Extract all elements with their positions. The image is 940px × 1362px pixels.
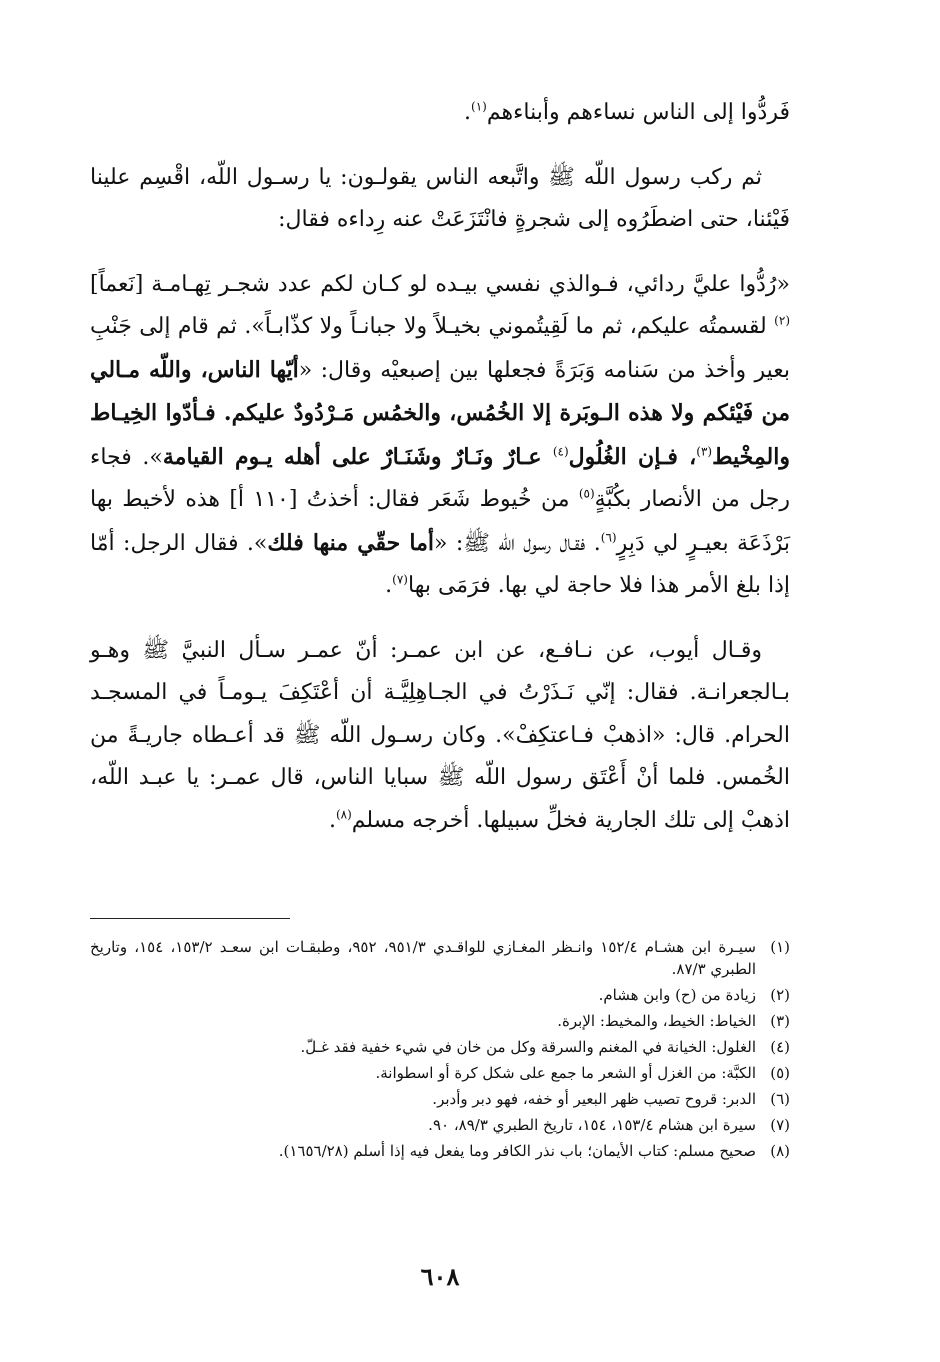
footnote-4 bbox=[90, 1036, 790, 1058]
footnote-text: سيرة ابن هشام ١٥٣/٤، ١٥٤، تاريخ الطبري ٨٩/٣، ٩٠. bbox=[428, 1116, 756, 1134]
paragraph-3-bold-3: عـارٌ ونَـارٌ وشَنَـارٌ على أهله يـوم القيامة bbox=[162, 443, 553, 470]
paragraph-3-text-5: . فقـال رسول اللّه ﷺ: « bbox=[434, 530, 601, 556]
paragraph-1: فَردُّوا إلى الناس نساءهم وأبناءهم$^{(١)}$. bbox=[464, 99, 790, 125]
paragraph-3-text-4: من خُيوط شَعَر فقال: أخذتُ [١١٠ أ] هذه لأخيط بها بَرْذَعَة بعيـرٍ لي دَبِرٍ bbox=[90, 487, 791, 556]
footnote-7 bbox=[90, 1114, 790, 1136]
footnote-text: زيادة من (ح) وابن هشام. bbox=[598, 986, 756, 1004]
footnote-marker-4: (٤) bbox=[552, 444, 569, 459]
paragraph-3-text-2: لقسمتُه عليكم، ثم ما لَقِيتُموني بخيـلاً ولا جبانـاً ولا كذّابـاً». ثم قام إلى جَنْبِ بعير وأخذ من سَنامه وَبَرَةً فجعلها بين إصبعيْه وقال: « bbox=[90, 314, 790, 383]
paragraph-3-text-6: ». فقال الرجل: أمّا إذا بلغ الأمر هذا فلا حاجة لي بها. فرَمَى بها bbox=[90, 530, 790, 598]
footnote-number: (٨) bbox=[770, 1142, 790, 1160]
footnote-marker-5: (٥) bbox=[578, 486, 595, 501]
paragraph-4-text: وقـال أيوب، عن نـافـع، عن ابن عمـر: أنّ عمـر سـأل النبيَّ ﷺ وهـو بـالجعرانـة. فقال: إنّي نَـذَرْتُ في الجـاهِلِيَّـة أن أعْتَكِفَ يـومـاً في المسجـد الحرام. قال: «اذهبْ فـاعتكِفْ». وكان رسـول اللّه ﷺ قد أعـطاه جاريـةً من الخُمس. فلما أنْ أَعْتَق رسول اللّه ﷺ سبايا الناس، قال عمـر: يا عبـد اللّه، اذهبْ إلى تلك الجارية فخلِّ سبيلها. أخرجه مسلم bbox=[90, 637, 790, 833]
footnote-text: الدبر: قروح تصيب ظهر البعير أو خفه، فهو دبر وأدبر. bbox=[432, 1090, 756, 1108]
footnote-text: الخياط: الخيط، والمخيط: الإبرة. bbox=[557, 1012, 756, 1030]
footnote-number: (٦) bbox=[770, 1090, 790, 1108]
footnote-number: (٣) bbox=[770, 1012, 790, 1030]
paragraph-3-bold-2: ، فـإن الغُلُول bbox=[568, 443, 697, 470]
footnote-number: (٥) bbox=[770, 1064, 790, 1082]
footnote-text: الكبَّة: من الغزل أو الشعر ما جمع على شكل كرة أو اسطوانة. bbox=[375, 1064, 756, 1082]
footnote-6 bbox=[90, 1088, 790, 1110]
footnote-3 bbox=[90, 1010, 790, 1032]
paragraph-2-text: ثم ركب رسول اللّه ﷺ واتَّبعه الناس يقولـون: يا رسـول اللّه، اقْسِم علينا فَيْئنا، حتى اضطَرُوه إلى شجرةٍ فانْتَزَعَتْ عنه رِداءه فقال: bbox=[90, 164, 790, 232]
footnote-number: (٧) bbox=[770, 1116, 790, 1134]
footnote-8 bbox=[90, 1140, 790, 1162]
main-text bbox=[90, 92, 790, 842]
paragraph-3-bold-4: أما حقّي منها فلك bbox=[267, 529, 435, 556]
footnote-marker-2: (٢) bbox=[774, 313, 790, 328]
footnote-marker-8: (٨) bbox=[335, 807, 352, 822]
footnote-2 bbox=[90, 984, 790, 1006]
paragraph-3-bold-1: أيّها الناس، واللّه مـالي من فَيْئكم ولا هذه الـوبَرة إلا الخُمُس، والخمُس مَـرْدُودٌ عليكم. فـأدّوا الخِيـاط والمِخْيط bbox=[90, 356, 790, 470]
footnote-5 bbox=[90, 1062, 790, 1084]
page-number: ٦٠٨ bbox=[420, 1262, 460, 1291]
paragraph-3-text-1: «رُدُّوا عليَّ ردائي، فـوالذي نفسي بيـده لو كـان لكم عدد شجـر تِهـامـة [نَعماً] bbox=[90, 271, 790, 297]
footnote-separator bbox=[90, 918, 290, 919]
paragraph-1-text: فَردُّوا إلى الناس نساءهم وأبناءهم bbox=[486, 100, 790, 125]
paragraph-3-text-3: ». فجاء رجل من الأنصار بكُبَّةٍ bbox=[90, 444, 790, 512]
document-page bbox=[90, 0, 790, 1362]
footnote-1 bbox=[90, 936, 790, 980]
footnote-text: سيـرة ابن هشـام ١٥٢/٤ وانـظر المغـازي للواقـدي ٩٥١/٣، ٩٥٢، وطبقـات ابن سعـد ١٥٣/٢، ١٥٤، وتاريخ الطبري ٨٧/٣. bbox=[90, 938, 757, 978]
footnote-number: (٤) bbox=[770, 1038, 790, 1056]
footnotes-section bbox=[90, 936, 790, 1166]
footnote-number: (١) bbox=[770, 938, 790, 956]
paragraph-4: وقـال أيوب، عن نـافـع، عن ابن عمـر: أنّ عمـر سـأل النبيَّ ﷺ وهـو بـالجعرانـة. فقال: إنّي نَـذَرْتُ في الجـاهِلِيَّـة أن أعْتَكِفَ يـومـاً في المسجـد الحرام. قال: «اذهبْ فـاعتكِفْ». وكان رسـول اللّه ﷺ قد أعـطاه جاريـةً من الخُمس. فلما أنْ أَعْتَق رسول اللّه ﷺ سبايا الناس، قال عمـر: يا عبـد اللّه، اذهبْ إلى تلك الجارية فخلِّ سبيلها. أخرجه مسلم$^{(٨)}$. bbox=[90, 637, 790, 833]
footnote-marker-6: (٦) bbox=[600, 530, 617, 545]
footnote-number: (٢) bbox=[770, 986, 790, 1004]
paragraph-2 bbox=[90, 157, 790, 242]
footnote-text: صحيح مسلم: كتاب الأيمان؛ باب نذر الكافر وما يفعل فيه إذا أسلم (١٦٥٦/٢٨). bbox=[278, 1142, 756, 1160]
footnote-marker-3: (٣) bbox=[696, 444, 713, 459]
footnote-marker-1: (١) bbox=[471, 99, 487, 114]
footnote-text: الغلول: الخيانة في المغنم والسرقة وكل من خان في شيء خفية فقد غـلّ. bbox=[300, 1038, 756, 1056]
footnote-marker-7: (٧) bbox=[392, 572, 408, 587]
paragraph-3: «رُدُّوا عليَّ ردائي، فـوالذي نفسي بيـده لو كـان لكم عدد شجـر تِهـامـة [نَعماً]$^{(٢)}$ لقسمتُه عليكم، ثم ما لَقِيتُموني بخيـلاً ولا جبانـاً ولا كذّابـاً». ثم قام إلى جَنْبِ بعير وأخذ من سَنامه وَبَرَةً فجعلها بين إصبعيْه وقال: «أيّها الناس، واللّه مـالي من فَيْئكم ولا هذه الـوبَرة إلا الخُمُس، والخمُس مَـرْدُودٌ عليكم. فـأدّوا الخِيـاط والمِخْيط$^{(٣)}$، فـإن الغُلُول$^{(٤)}$ عـارٌ ونَـارٌ وشَنَـارٌ على أهله يـوم القيامة». فجاء رجل من الأنصار بكُبَّةٍ$^{(٥)}$ من خُيوط شَعَر فقال: أخذتُ [١١٠ أ] هذه لأخيط بها بَرْذَعَة بعيـرٍ لي دَبِرٍ$^{(٦)}$. فقـال رسول اللّه ﷺ: «أما حقّي منها فلك». فقال الرجل: أمّا إذا بلغ الأمر هذا فلا حاجة لي بها. فرَمَى بها$^{(٧)}$. bbox=[90, 271, 791, 598]
